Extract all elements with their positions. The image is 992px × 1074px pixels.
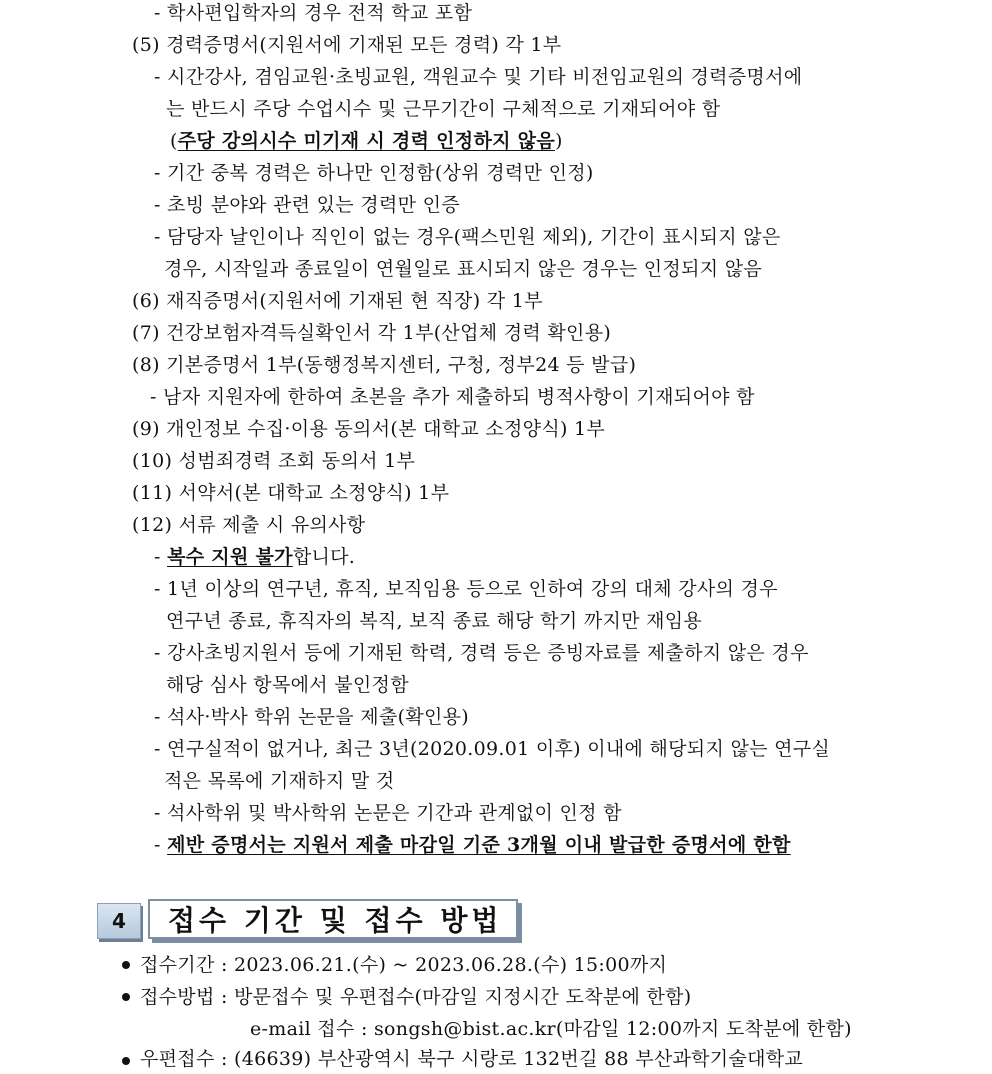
requirement-line: - 석사·박사 학위 논문을 제출(확인용) — [154, 706, 469, 728]
requirement-line: 경우, 시작일과 종료일이 연월일로 표시되지 않은 경우는 인정되지 않음 — [164, 258, 763, 280]
bullet-icon — [122, 1057, 130, 1065]
requirement-heading: (12) 서류 제출 시 유의사항 — [132, 514, 366, 536]
requirement-line: - 학사편입학자의 경우 전적 학교 포함 — [154, 2, 473, 24]
paren-open: ( — [170, 130, 178, 152]
requirement-line: - 연구실적이 없거나, 최근 3년(2020.09.01 이후) 이내에 해당되지 않는 연구실 — [154, 738, 831, 760]
requirement-line: - 기간 중복 경력은 하나만 인정함(상위 경력만 인정) — [154, 162, 594, 184]
requirement-heading: (10) 성범죄경력 조회 동의서 1부 — [132, 450, 416, 472]
reception-email: e-mail 접수 : songsh@bist.ac.kr(마감일 12:00까지 도착분에 한함) — [250, 1018, 852, 1040]
requirement-line-emphasis — [154, 832, 791, 858]
requirement-line: - 초빙 분야와 관련 있는 경력만 인증 — [154, 194, 460, 216]
requirement-line-emphasis — [154, 544, 355, 570]
requirement-line: - 시간강사, 겸임교원·초빙교원, 객원교수 및 기타 비전임교원의 경력증명서에 — [154, 66, 803, 88]
requirement-heading: (5) 경력증명서(지원서에 기재된 모든 경력) 각 1부 — [132, 34, 562, 56]
emphasis-underlined: 복수 지원 불가 — [167, 546, 293, 568]
requirement-line: - 석사학위 및 박사학위 논문은 기간과 관계없이 인정 함 — [154, 802, 622, 824]
section-number-badge: 4 — [97, 903, 141, 939]
paren-close: ) — [554, 130, 563, 152]
dash: - — [154, 834, 168, 856]
requirement-line: - 남자 지원자에 한하여 초본을 추가 제출하되 병적사항이 기재되어야 함 — [150, 386, 755, 408]
reception-period: 접수기간 : 2023.06.21.(수) ~ 2023.06.28.(수) 15:00까지 — [140, 954, 668, 976]
emphasis-underlined: 주당 강의시수 미기재 시 경력 인정하지 않음 — [177, 130, 555, 152]
requirement-heading: (9) 개인정보 수집·이용 동의서(본 대학교 소정양식) 1부 — [132, 418, 606, 440]
requirement-line: 해당 심사 항목에서 불인정함 — [166, 674, 409, 696]
requirement-line-emphasis — [170, 128, 563, 154]
emphasis-underlined: 제반 증명서는 지원서 제출 마감일 기준 3개월 이내 발급한 증명서에 한함 — [167, 834, 791, 856]
requirement-heading: (7) 건강보험자격득실확인서 각 1부(산업체 경력 확인용) — [132, 322, 612, 344]
bullet-icon — [122, 961, 130, 969]
reception-method: 접수방법 : 방문접수 및 우편접수(마감일 지정시간 도착분에 한함) — [140, 986, 692, 1008]
requirement-heading: (11) 서약서(본 대학교 소정양식) 1부 — [132, 482, 450, 504]
requirement-line: - 1년 이상의 연구년, 휴직, 보직임용 등으로 인하여 강의 대체 강사의 경우 — [154, 578, 778, 600]
reception-postal: 우편접수 : (46639) 부산광역시 북구 시랑로 132번길 88 부산과학기술대학교 — [140, 1048, 804, 1070]
requirement-heading: (8) 기본증명서 1부(동행정복지센터, 구청, 정부24 등 발급) — [132, 354, 637, 376]
requirement-line: 연구년 종료, 휴직자의 복직, 보직 종료 해당 학기 까지만 재임용 — [166, 610, 703, 632]
requirement-heading: (6) 재직증명서(지원서에 기재된 현 직장) 각 1부 — [132, 290, 543, 312]
requirement-line: 는 반드시 주당 수업시수 및 근무기간이 구체적으로 기재되어야 함 — [166, 98, 721, 120]
dash: - — [154, 546, 168, 568]
requirement-line: 적은 목록에 기재하지 말 것 — [164, 770, 395, 792]
requirement-line: - 강사초빙지원서 등에 기재된 학력, 경력 등은 증빙자료를 제출하지 않은 경우 — [154, 642, 809, 664]
line-suffix: 합니다. — [292, 546, 356, 568]
section-title: 접수 기간 및 접수 방법 — [148, 899, 518, 939]
bullet-icon — [122, 993, 130, 1001]
requirement-line: - 담당자 날인이나 직인이 없는 경우(팩스민원 제외), 기간이 표시되지 않은 — [154, 226, 781, 248]
